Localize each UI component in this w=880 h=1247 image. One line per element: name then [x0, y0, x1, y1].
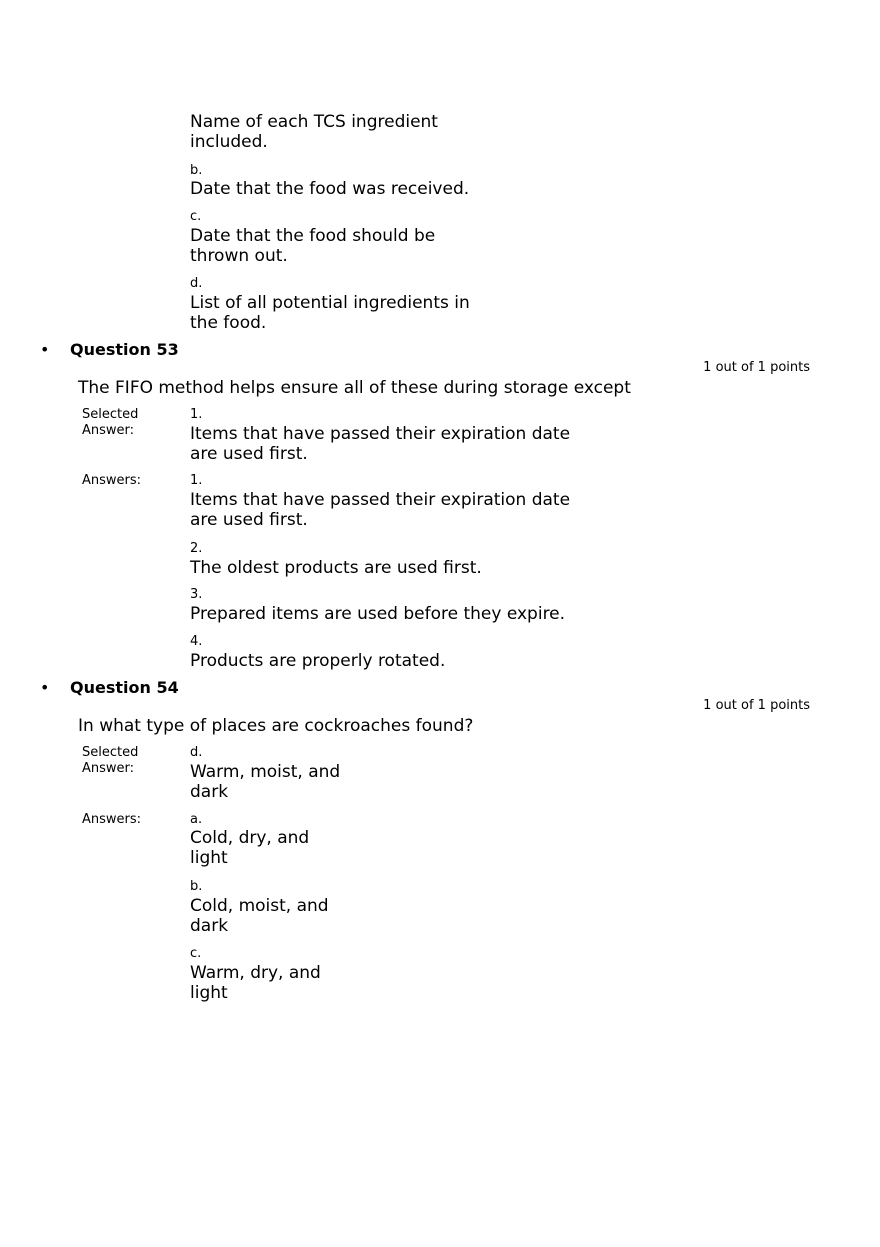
prev-option-d-text: List of all potential ingredients in the food.	[190, 293, 470, 333]
answer-option-text: Items that have passed their expiration date are used first.	[190, 490, 571, 530]
answers-label: Answers:	[82, 473, 142, 488]
prev-option-a-text: Name of each TCS ingredient included.	[190, 112, 438, 152]
question-title: Question 53	[70, 340, 179, 359]
selected-answer-text: Items that have passed their expiration date are used first.	[190, 424, 571, 464]
question-points: 1 out of 1 points	[703, 360, 810, 375]
prev-option-c-letter: c.	[190, 209, 202, 224]
question-text: The FIFO method helps ensure all of these during storage except	[78, 378, 631, 398]
answer-option-text: Products are properly rotated.	[190, 651, 446, 671]
answer-option-letter: b.	[190, 879, 203, 894]
bullet-icon: •	[40, 340, 50, 359]
answer-option-letter: a.	[190, 812, 203, 827]
selected-answer-text: Warm, moist, and dark	[190, 762, 341, 802]
prev-option-b-letter: b.	[190, 163, 203, 178]
question-text: In what type of places are cockroaches found?	[78, 716, 474, 736]
question-points: 1 out of 1 points	[703, 698, 810, 713]
bullet-icon: •	[40, 678, 50, 697]
question-title: Question 54	[70, 678, 179, 697]
answer-option-text: Cold, dry, and light	[190, 828, 310, 868]
prev-option-d-letter: d.	[190, 276, 203, 291]
prev-option-b-text: Date that the food was received.	[190, 179, 470, 199]
answers-label: Answers:	[82, 812, 142, 827]
selected-answer-letter: d.	[190, 745, 203, 760]
answer-option-text: Prepared items are used before they expire.	[190, 604, 566, 624]
answer-option-letter: 3.	[190, 587, 203, 602]
answer-option-letter: 2.	[190, 541, 203, 556]
answer-option-text: Cold, moist, and dark	[190, 896, 329, 936]
prev-option-c-text: Date that the food should be thrown out.	[190, 226, 436, 266]
selected-answer-label: Selected Answer:	[82, 407, 139, 438]
answer-option-letter: c.	[190, 946, 202, 961]
answer-option-text: The oldest products are used first.	[190, 558, 482, 578]
answer-option-letter: 4.	[190, 634, 203, 649]
selected-answer-label: Selected Answer:	[82, 745, 139, 776]
selected-answer-letter: 1.	[190, 407, 203, 422]
answer-option-text: Warm, dry, and light	[190, 963, 321, 1003]
answer-option-letter: 1.	[190, 473, 203, 488]
